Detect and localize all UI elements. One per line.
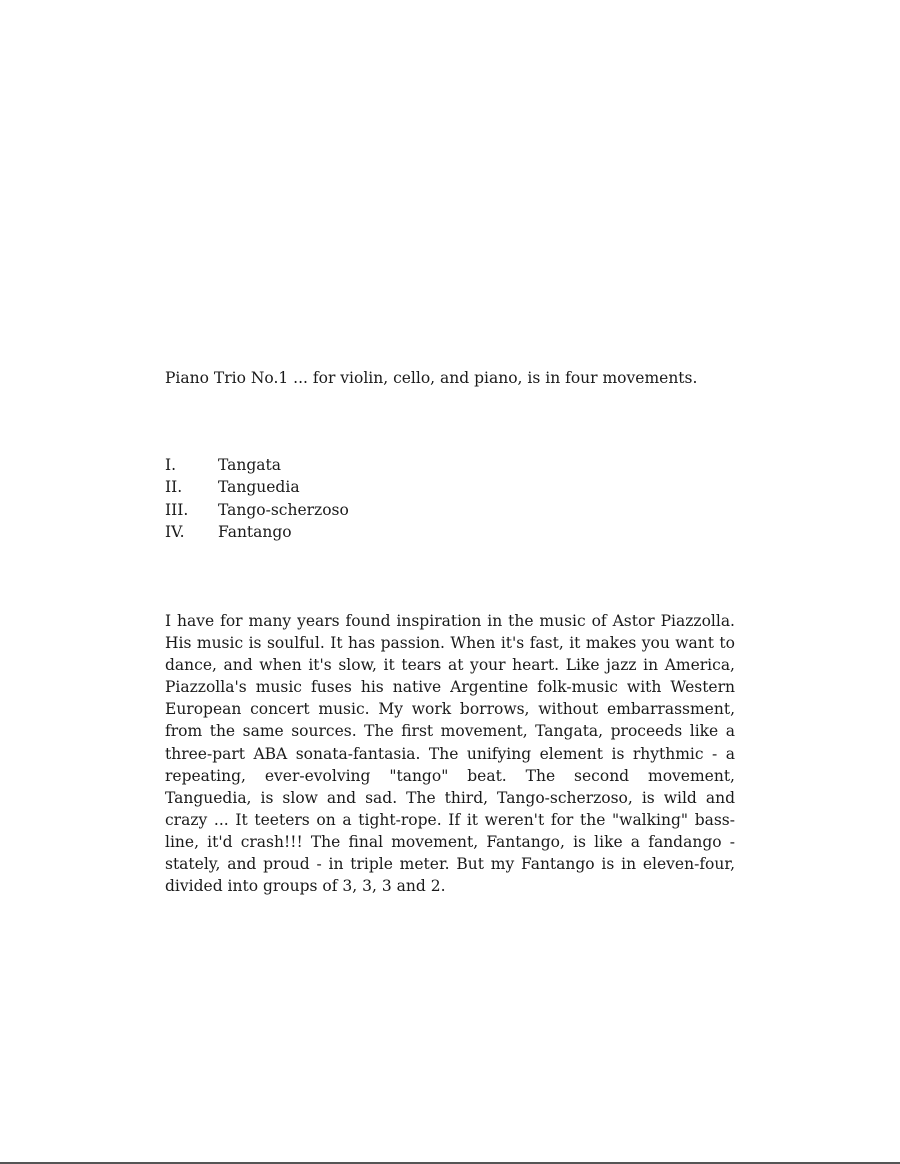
- movement-numeral: III.: [165, 500, 189, 519]
- movement-item: [165, 521, 735, 543]
- movement-title: Tangata: [218, 456, 281, 474]
- movement-item: [165, 476, 735, 498]
- intro-line: Piano Trio No.1 ... for violin, cello, and piano, is in four movements.: [165, 369, 698, 387]
- movement-title: Tango-scherzoso: [218, 500, 349, 519]
- movement-numeral: II.: [165, 478, 183, 497]
- movement-numeral: IV.: [165, 522, 185, 541]
- movement-title: Tanguedia: [218, 478, 300, 497]
- movement-numeral: I.: [165, 456, 177, 474]
- movement-list: [165, 454, 735, 543]
- movement-item: [165, 454, 735, 476]
- description-paragraph: I have for many years found inspiration in the music of Astor Piazzolla. His music is soulful. It has passion. When it's fast, it makes you want to dance, and when it's slow, it tears at your heart. Like jazz in America, Piazzolla's music fuses his native Argentine folk-music with Western European concert music. My work borrows, without embarrassment, from the same sources. The first movement, Tangata, proceeds like a three-part ABA sonata-fantasia. The unifying element is rhythmic - a repeating, ever-evolving "tango" beat. The second movement, Tanguedia, is slow and sad. The third, Tango-scherzoso, is wild and crazy ... It teeters on a tight-rope. If it weren't for the "walking" bass-line, it'd crash!!! The final movement, Fantango, is like a fandango - stately, and proud - in triple meter. But my Fantango is in eleven-four, divided into groups of 3, 3, 3 and 2.: [165, 612, 735, 896]
- movement-item: [165, 499, 735, 521]
- movement-title: Fantango: [218, 522, 292, 541]
